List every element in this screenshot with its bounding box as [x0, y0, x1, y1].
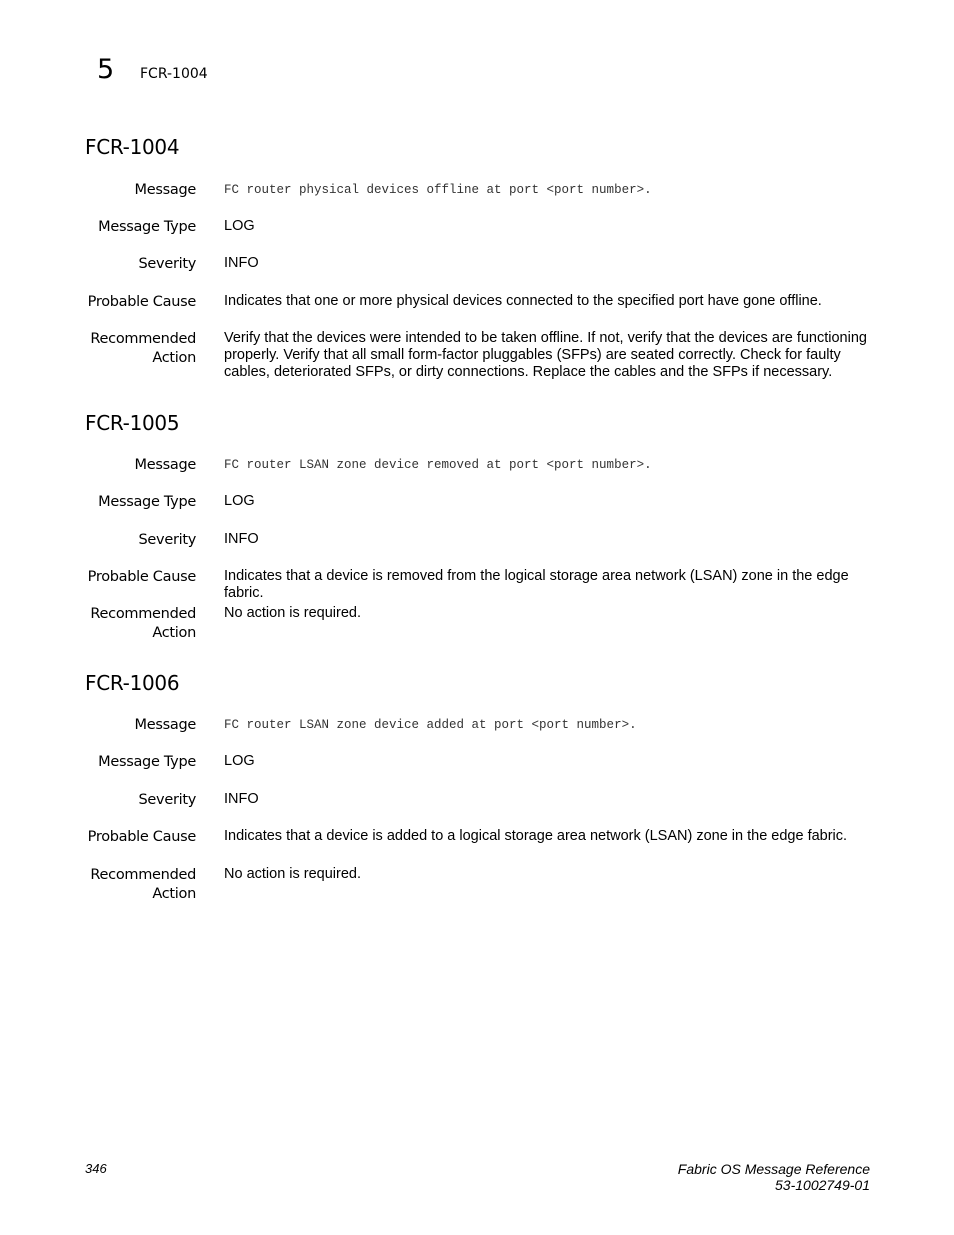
page-number: 346 [85, 1161, 107, 1176]
message-value: FC router LSAN zone device removed at port <port number>. [224, 458, 652, 472]
probable-cause-value: Indicates that a device is removed from the logical storage area network (LSAN) zone in the edge fabric. [224, 568, 849, 601]
document-number: 53-1002749-01 [775, 1177, 870, 1193]
footer-book-info [678, 1161, 870, 1193]
recommended-label-line2: Action [152, 886, 196, 902]
severity-value: INFO [224, 791, 259, 807]
message-label: Message [134, 717, 196, 733]
book-title: Fabric OS Message Reference [677, 1161, 870, 1177]
recommended-label-line1: Recommended [90, 867, 196, 883]
recommended-label-line1: Recommended [90, 331, 196, 347]
chapter-number: 5 [97, 54, 115, 85]
severity-label: Severity [138, 792, 196, 808]
probable-cause-value: Indicates that a device is added to a logical storage area network (LSAN) zone in the edge fabric. [224, 828, 848, 844]
message-type-label: Message Type [98, 754, 196, 770]
message-label: Message [134, 182, 196, 198]
severity-label: Severity [138, 256, 196, 272]
section-heading: FCR-1004 [85, 135, 180, 159]
recommended-action-value: Verify that the devices were intended to be taken offline. If not, verify that the devices are functioning properly. Verify that all small form-factor pluggables (SFPs) are seated correctly. Check for faulty cables, deteriorated SFPs, or dirty connections. Replace the cables and the SFPs if necessary. [224, 330, 867, 380]
severity-label: Severity [138, 532, 196, 548]
message-value: FC router LSAN zone device added at port <port number>. [224, 718, 637, 732]
recommended-action-label [56, 866, 196, 904]
probable-cause-label: Probable Cause [87, 294, 196, 310]
recommended-label-line2: Action [152, 350, 196, 366]
recommended-action-label [56, 330, 196, 368]
recommended-action-label [56, 605, 196, 643]
section-heading: FCR-1006 [85, 671, 180, 695]
probable-cause-value: Indicates that one or more physical devices connected to the specified port have gone offline. [224, 293, 822, 309]
probable-cause-label: Probable Cause [87, 829, 196, 845]
recommended-label-line1: Recommended [90, 606, 196, 622]
message-type-value: LOG [224, 493, 255, 509]
message-value: FC router physical devices offline at port <port number>. [224, 183, 652, 197]
running-header-title: FCR-1004 [140, 66, 208, 82]
section-heading: FCR-1005 [85, 411, 180, 435]
recommended-action-value: No action is required. [224, 866, 362, 882]
message-type-label: Message Type [98, 219, 196, 235]
message-type-label: Message Type [98, 494, 196, 510]
probable-cause-label: Probable Cause [87, 569, 196, 585]
severity-value: INFO [224, 255, 259, 271]
severity-value: INFO [224, 531, 259, 547]
message-type-value: LOG [224, 218, 255, 234]
recommended-label-line2: Action [152, 625, 196, 641]
message-label: Message [134, 457, 196, 473]
message-type-value: LOG [224, 753, 255, 769]
recommended-action-value: No action is required. [224, 605, 362, 621]
